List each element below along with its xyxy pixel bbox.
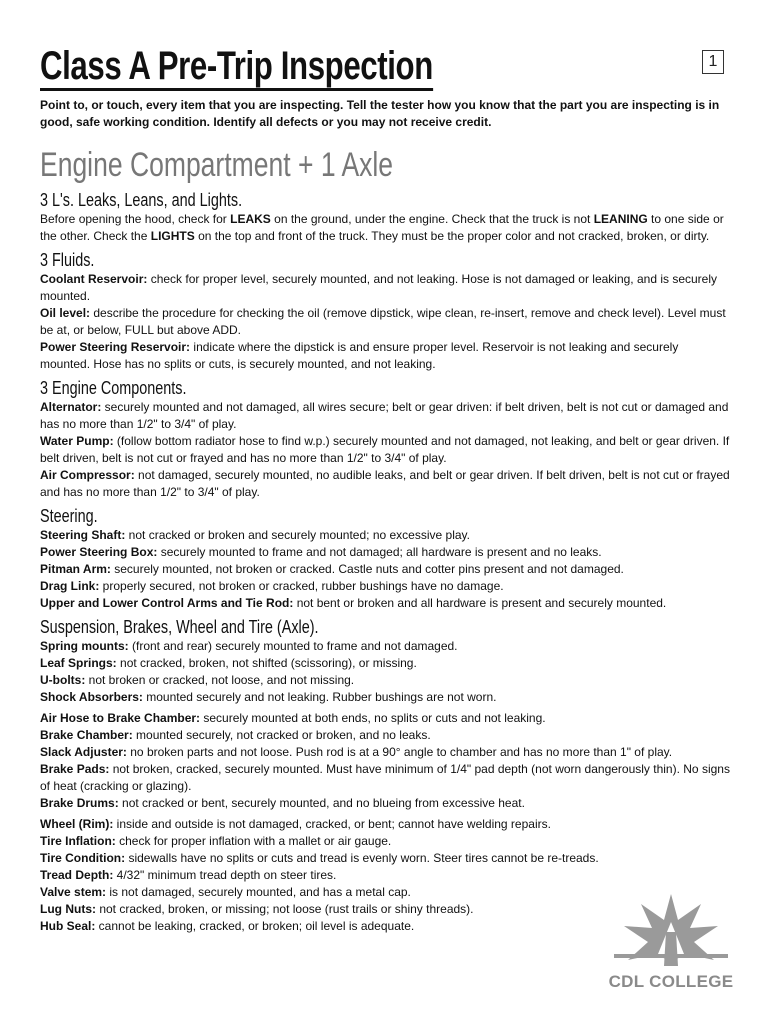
- list-item: Tire Inflation: check for proper inflation with a mallet or air gauge.: [40, 834, 392, 848]
- intro-text: Point to, or touch, every item that you are inspecting. Tell the tester how you know that the part you are inspecting is in good, safe working condition. Identify all defects or you may not receive credit.: [40, 98, 720, 129]
- list-item: Spring mounts: (front and rear) securely mounted to frame and not damaged.: [40, 639, 458, 653]
- list-item: Power Steering Box: securely mounted to frame and not damaged; all hardware is present and no leaks.: [40, 545, 602, 559]
- list-item: Alternator: securely mounted and not damaged, all wires secure; belt or gear driven: if belt driven, belt is not cut or damaged and has no more than 1/2" to 3/4" of play.: [40, 400, 729, 431]
- document-body: [40, 44, 730, 935]
- fluids-list: [40, 271, 730, 373]
- page-title: Class A Pre-Trip Inspection: [40, 44, 433, 91]
- list-item: Steering Shaft: not cracked or broken and securely mounted; no excessive play.: [40, 528, 470, 542]
- list-item: Tread Depth: 4/32" minimum tread depth on steer tires.: [40, 868, 337, 882]
- logo-text: CDL COLLEGE: [608, 972, 734, 991]
- list-item: Water Pump: (follow bottom radiator hose to find w.p.) securely mounted and not damaged, not leaking, and belt or gear driven. If belt driven, belt is not cut or frayed and has no more than 1/2" to 3/4" of play.: [40, 434, 730, 465]
- list-item: Hub Seal: cannot be leaking, cracked, or broken; oil level is adequate.: [40, 919, 415, 933]
- list-item: Coolant Reservoir: check for proper level, securely mounted, and not leaking. Hose is not damaged or leaking, and is securely mounted.: [40, 272, 718, 303]
- list-item: Lug Nuts: not cracked, broken, or missing; not loose (rust trails or shiny threads).: [40, 902, 474, 916]
- engine-components-list: [40, 399, 730, 501]
- list-item: Brake Pads: not broken, cracked, securely mounted. Must have minimum of 1/4" pad depth (not worn dangerously thin). No signs of heat (cracking or glazing).: [40, 762, 730, 793]
- list-item: Air Compressor: not damaged, securely mounted, no audible leaks, and belt or gear driven. If belt driven, belt is not cut or frayed and has no more than 1/2" to 3/4" of play.: [40, 468, 730, 499]
- list-item: Drag Link: properly secured, not broken or cracked, rubber bushings have no damage.: [40, 579, 504, 593]
- steering-list: [40, 527, 730, 612]
- list-item: Upper and Lower Control Arms and Tie Rod: not bent or broken and all hardware is present and securely mounted.: [40, 596, 667, 610]
- list-item: Brake Drums: not cracked or bent, securely mounted, and no blueing from excessive heat.: [40, 796, 525, 810]
- section-title: Engine Compartment + 1 Axle: [40, 146, 394, 184]
- fluids-heading: 3 Fluids.: [40, 250, 95, 270]
- suspension-list: [40, 638, 730, 706]
- list-item: Brake Chamber: mounted securely, not cracked or broken, and no leaks.: [40, 728, 431, 742]
- list-item: Shock Absorbers: mounted securely and not leaking. Rubber bushings are not worn.: [40, 690, 497, 704]
- list-item: Power Steering Reservoir: indicate where the dipstick is and ensure proper level. Reservoir is not leaking and securely mounted. Hose has no splits or cuts, is securely mounted, and not leaking.: [40, 340, 679, 371]
- list-item: Wheel (Rim): inside and outside is not damaged, cracked, or bent; cannot have welding repairs.: [40, 817, 551, 831]
- page-number: 1: [702, 50, 724, 74]
- list-item: Tire Condition: sidewalls have no splits or cuts and tread is evenly worn. Steer tires cannot be re-treads.: [40, 851, 599, 865]
- list-item: Pitman Arm: securely mounted, not broken or cracked. Castle nuts and cotter pins present and not damaged.: [40, 562, 624, 576]
- list-item: Air Hose to Brake Chamber: securely mounted at both ends, no splits or cuts and not leaking.: [40, 711, 546, 725]
- list-item: Oil level: describe the procedure for checking the oil (remove dipstick, wipe clean, re-insert, remove and check level). Level must be at, or below, FULL but above ADD.: [40, 306, 726, 337]
- suspension-heading: Suspension, Brakes, Wheel and Tire (Axle).: [40, 617, 319, 637]
- leaks-heading: 3 L's. Leaks, Leans, and Lights.: [40, 190, 243, 210]
- engine-components-heading: 3 Engine Components.: [40, 378, 187, 398]
- list-item: Slack Adjuster: no broken parts and not loose. Push rod is at a 90° angle to chamber and has no more than 1" of play.: [40, 745, 673, 759]
- list-item: Leaf Springs: not cracked, broken, not shifted (scissoring), or missing.: [40, 656, 417, 670]
- steering-heading: Steering.: [40, 506, 98, 526]
- leaks-paragraph: Before opening the hood, check for LEAKS on the ground, under the engine. Check that the truck is not LEANING to one side or the other. Check the LIGHTS on the top and front of the truck. They must be the proper color and not cracked, broken, or dirty.: [40, 212, 724, 243]
- brakes-list: [40, 710, 730, 812]
- list-item: Valve stem: is not damaged, securely mounted, and has a metal cap.: [40, 885, 411, 899]
- list-item: U-bolts: not broken or cracked, not loose, and not missing.: [40, 673, 355, 687]
